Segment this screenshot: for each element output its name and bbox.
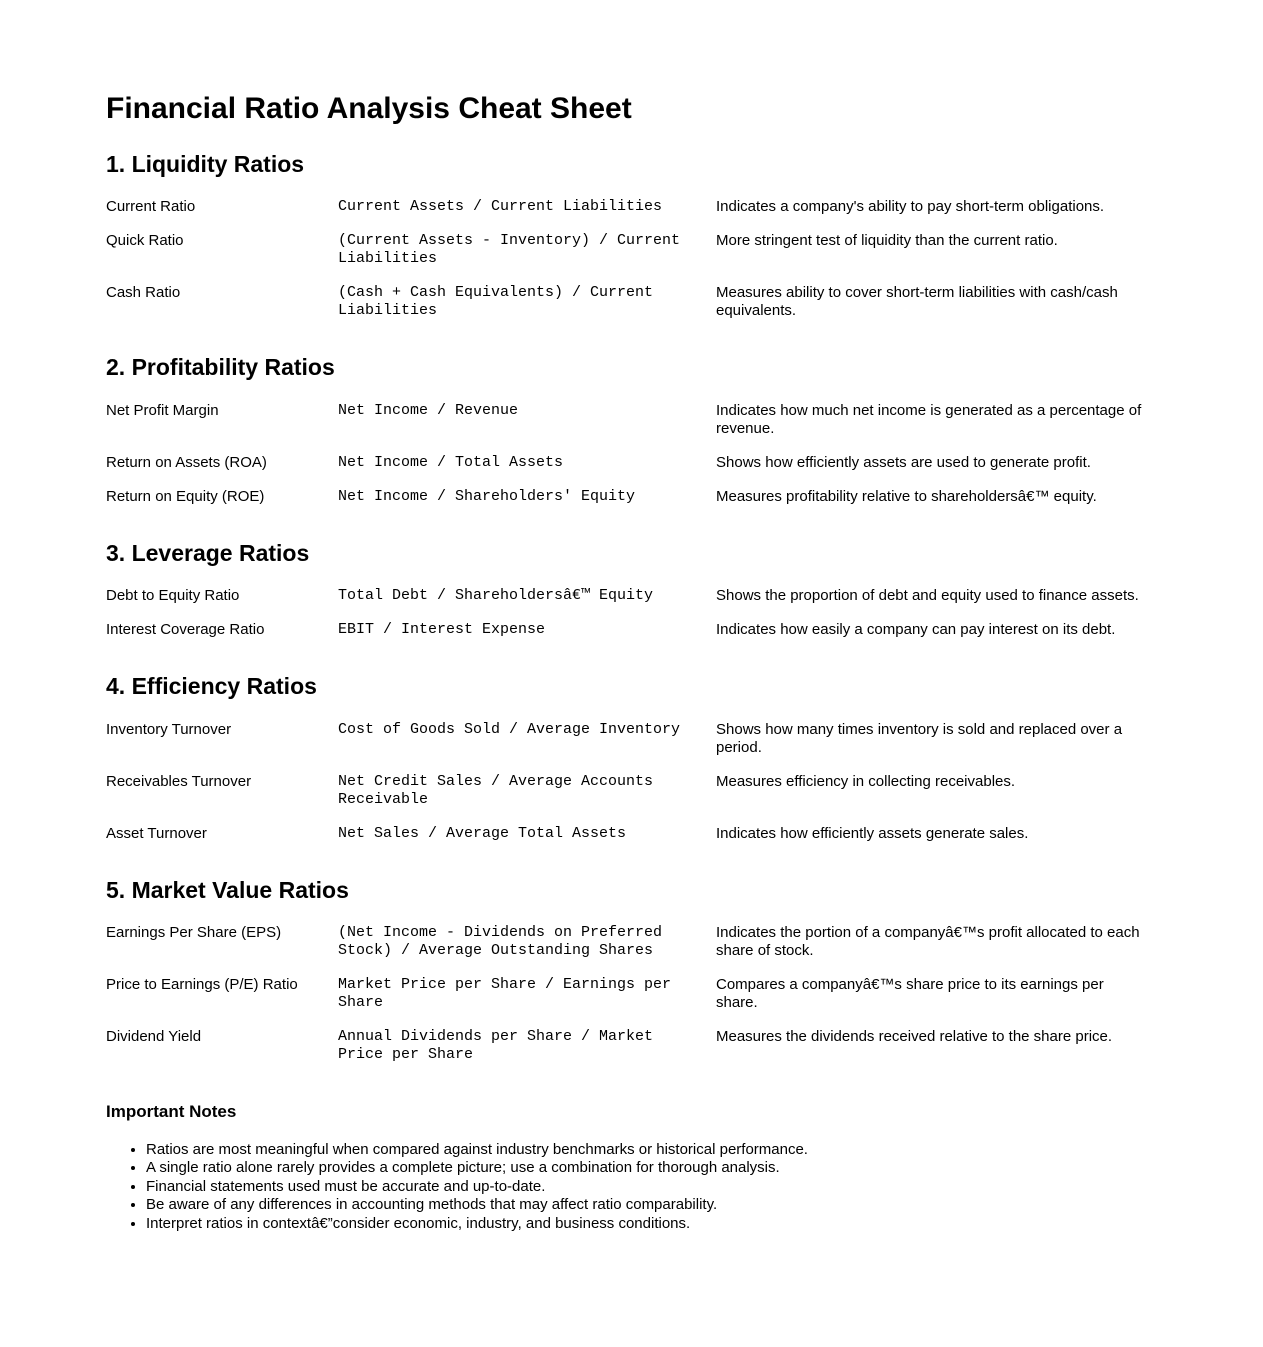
ratio-description: Measures profitability relative to shareholdersâ€™ equity. bbox=[716, 487, 1097, 505]
ratio-description: Measures efficiency in collecting receivables. bbox=[716, 772, 1016, 790]
ratio-name: Cash Ratio bbox=[106, 284, 181, 302]
ratio-description: Shows how many times inventory is sold and replaced over a period. bbox=[716, 720, 1123, 756]
ratio-table-body bbox=[106, 579, 1156, 647]
ratio-formula: Net Credit Sales / Average Accounts Receivable bbox=[338, 772, 654, 808]
table-row bbox=[106, 713, 1156, 765]
ratio-description: Measures the dividends received relative to the share price. bbox=[716, 1028, 1113, 1046]
ratio-formula: Market Price per Share / Earnings per Share bbox=[338, 976, 672, 1012]
table-row bbox=[106, 446, 1156, 480]
ratio-description: Shows how efficiently assets are used to generate profit. bbox=[716, 453, 1091, 471]
ratio-table bbox=[106, 916, 1156, 1072]
table-row bbox=[106, 765, 1156, 817]
section-heading: 4. Efficiency Ratios bbox=[106, 673, 317, 700]
ratio-description: Indicates how easily a company can pay interest on its debt. bbox=[716, 621, 1116, 639]
ratio-formula: Net Income / Revenue bbox=[338, 401, 519, 419]
ratio-name: Earnings Per Share (EPS) bbox=[106, 924, 282, 942]
section-heading: 1. Liquidity Ratios bbox=[106, 150, 305, 177]
ratio-description: Indicates a company's ability to pay short-term obligations. bbox=[716, 198, 1105, 216]
table-row bbox=[106, 1020, 1156, 1072]
ratio-table bbox=[106, 579, 1156, 647]
note-item: • A single ratio alone rarely provides a complete picture; use a combination for thorough analysis. bbox=[146, 1159, 1156, 1178]
table-row bbox=[106, 224, 1156, 276]
ratio-sections bbox=[106, 151, 1156, 1073]
ratio-name: Dividend Yield bbox=[106, 1028, 202, 1046]
ratio-name: Net Profit Margin bbox=[106, 401, 219, 419]
table-row bbox=[106, 916, 1156, 968]
ratio-name: Price to Earnings (P/E) Ratio bbox=[106, 976, 298, 994]
ratio-name: Receivables Turnover bbox=[106, 772, 252, 790]
ratio-description: Indicates how efficiently assets generate sales. bbox=[716, 824, 1029, 842]
table-row bbox=[106, 480, 1156, 514]
notes-heading: Important Notes bbox=[106, 1102, 237, 1122]
ratio-formula: EBIT / Interest Expense bbox=[338, 621, 546, 639]
ratio-description: Compares a companyâ€™s share price to its earnings per share. bbox=[716, 976, 1104, 1012]
section-heading: 5. Market Value Ratios bbox=[106, 876, 349, 903]
ratio-formula: Current Assets / Current Liabilities bbox=[338, 198, 663, 216]
section-heading: 3. Leverage Ratios bbox=[106, 539, 310, 566]
ratio-description: More stringent test of liquidity than the current ratio. bbox=[716, 232, 1058, 250]
ratio-table-body bbox=[106, 394, 1156, 514]
ratio-name: Interest Coverage Ratio bbox=[106, 621, 265, 639]
notes-list bbox=[106, 1141, 1156, 1234]
ratio-name: Return on Assets (ROA) bbox=[106, 453, 267, 471]
ratio-table-body bbox=[106, 916, 1156, 1072]
ratio-formula: Annual Dividends per Share / Market Price per Share bbox=[338, 1028, 654, 1064]
ratio-name: Quick Ratio bbox=[106, 232, 184, 250]
ratio-name: Current Ratio bbox=[106, 198, 196, 216]
ratio-table bbox=[106, 190, 1156, 328]
ratio-formula: (Current Assets - Inventory) / Current Liabilities bbox=[338, 232, 681, 268]
note-item: • Ratios are most meaningful when compared against industry benchmarks or historical performance. bbox=[146, 1141, 1156, 1160]
ratio-formula: Net Sales / Average Total Assets bbox=[338, 824, 627, 842]
ratio-description: Measures ability to cover short-term liabilities with cash/cash equivalents. bbox=[716, 284, 1118, 320]
page-title: Financial Ratio Analysis Cheat Sheet bbox=[106, 92, 632, 125]
table-row bbox=[106, 579, 1156, 613]
table-row bbox=[106, 613, 1156, 647]
note-item: • Interpret ratios in contextâ€”consider economic, industry, and business conditions. bbox=[146, 1215, 1156, 1234]
table-row bbox=[106, 190, 1156, 224]
ratio-formula: (Cash + Cash Equivalents) / Current Liabilities bbox=[338, 284, 654, 320]
ratio-formula: Net Income / Total Assets bbox=[338, 453, 564, 471]
important-notes-section bbox=[106, 1102, 1156, 1233]
note-item: • Financial statements used must be accurate and up-to-date. bbox=[146, 1178, 1156, 1197]
note-item: • Be aware of any differences in accounting methods that may affect ratio comparability. bbox=[146, 1196, 1156, 1215]
ratio-formula: Total Debt / Shareholdersâ€™ Equity bbox=[338, 587, 654, 605]
ratio-description: Indicates the portion of a companyâ€™s profit allocated to each share of stock. bbox=[716, 924, 1140, 960]
ratio-name: Debt to Equity Ratio bbox=[106, 587, 240, 605]
table-row bbox=[106, 968, 1156, 1020]
ratio-formula: (Net Income - Dividends on Preferred Stock) / Average Outstanding Shares bbox=[338, 924, 663, 960]
ratio-name: Return on Equity (ROE) bbox=[106, 487, 265, 505]
ratio-description: Indicates how much net income is generated as a percentage of revenue. bbox=[716, 401, 1142, 437]
ratio-table bbox=[106, 713, 1156, 851]
ratio-formula: Net Income / Shareholders' Equity bbox=[338, 487, 636, 505]
ratio-table-body bbox=[106, 190, 1156, 328]
table-row bbox=[106, 276, 1156, 328]
ratio-name: Inventory Turnover bbox=[106, 720, 232, 738]
ratio-description: Shows the proportion of debt and equity used to finance assets. bbox=[716, 587, 1139, 605]
section-heading: 2. Profitability Ratios bbox=[106, 354, 335, 381]
ratio-table bbox=[106, 394, 1156, 514]
ratio-formula: Cost of Goods Sold / Average Inventory bbox=[338, 720, 681, 738]
ratio-name: Asset Turnover bbox=[106, 824, 207, 842]
ratio-table-body bbox=[106, 713, 1156, 851]
table-row bbox=[106, 394, 1156, 446]
table-row bbox=[106, 817, 1156, 851]
